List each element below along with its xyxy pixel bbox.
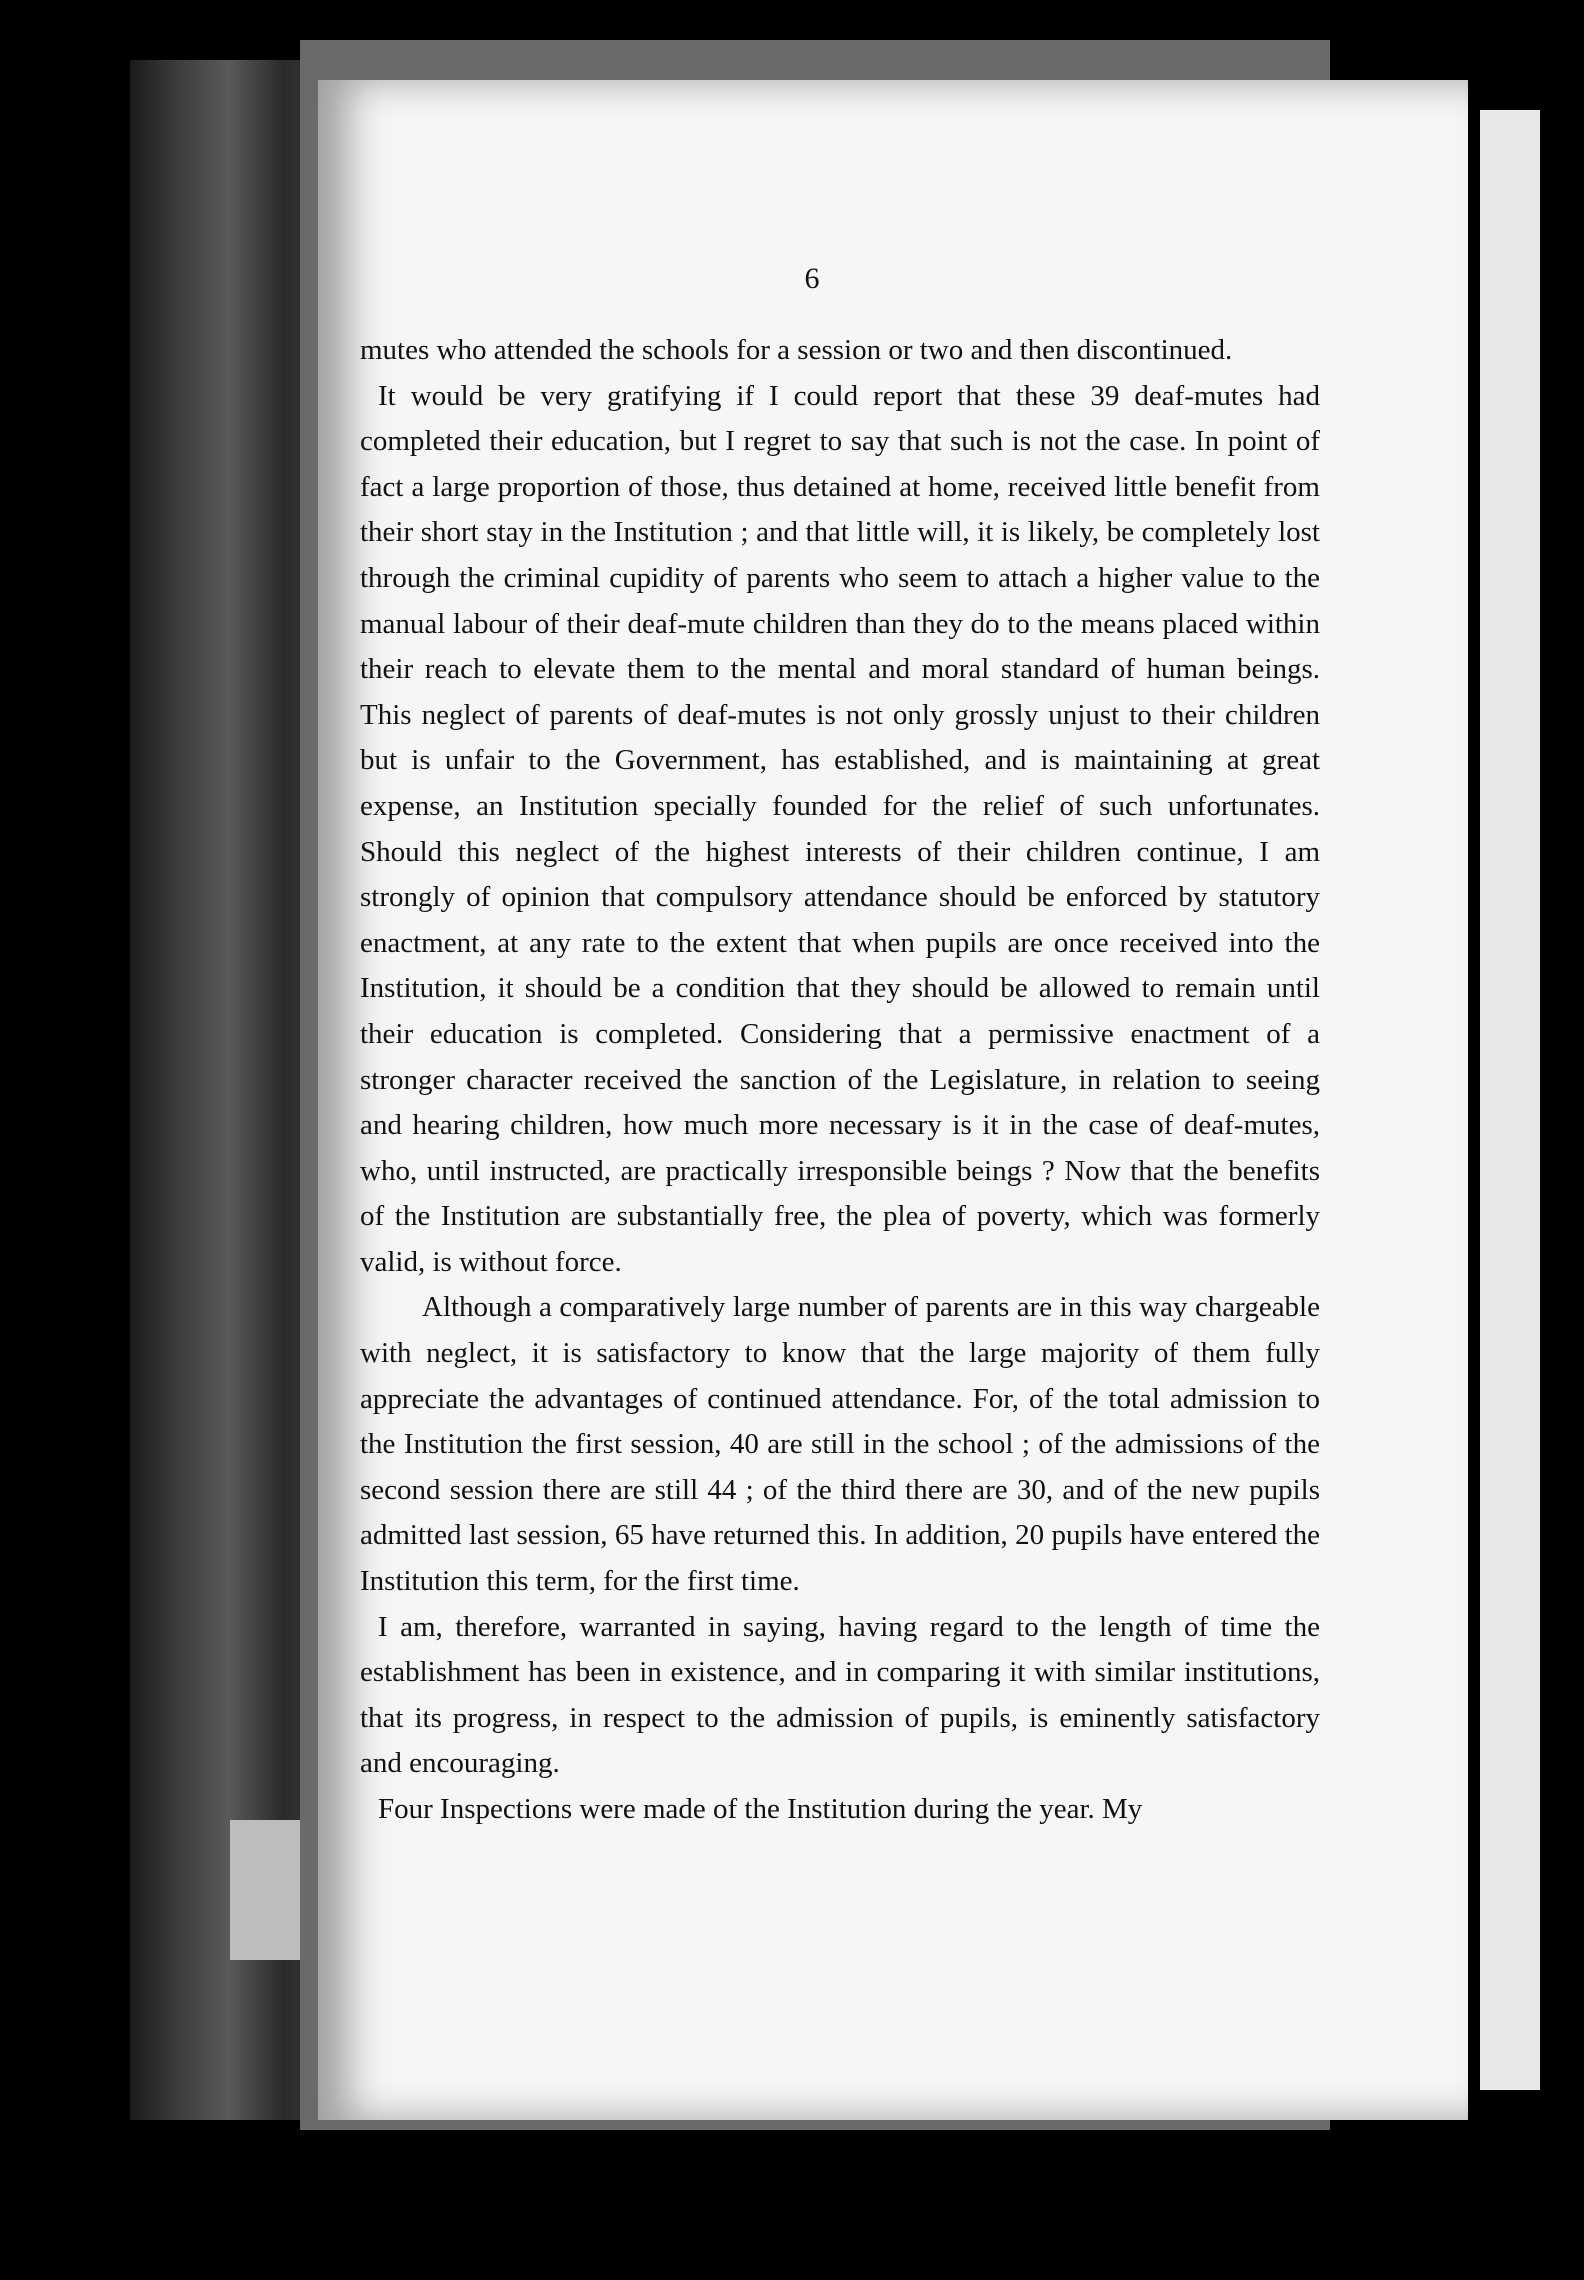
paragraph-5: Four Inspections were made of the Institution during the year. My [378,1793,1143,1825]
paragraph-1: mutes who attended the schools for a session or two and then discontinued. [360,334,1233,366]
page-edges [230,1820,310,1960]
page-number: 6 [804,262,820,295]
paragraph-3: Although a comparatively large number of parents are in this way chargeable with neglect, it is satisfactory to know that the large majority of them fully appreciate the advantages of continued attendance. For, of the total admission to the Institution the first session, 40 are still in the school ; of the admissions of the second session there are still 44 ; of the third there are 30, and of the new pupils admitted last session, 65 have returned this. In addition, 20 pupils have entered the Institution this term, for the first time. [360,1291,1320,1598]
facing-page-edge [1480,110,1540,2090]
paragraph-2: It would be very gratifying if I could report that these 39 deaf-mutes had completed their education, but I regret to say that such is not the case. In point of fact a large proportion of those, thus detained at home, received little benefit from their short stay in the Institution ; and that little will, it is likely, be completely lost through the criminal cupidity of parents who seem to attach a higher value to the manual labour of their deaf-mute children than they do to the means placed within their reach to elevate them to the mental and moral standard of human beings. This neglect of parents of deaf-mutes is not only grossly unjust to their children but is unfair to the Government, has established, and is maintaining at great expense, an Institution specially founded for the relief of such unfortunates. Should this neglect of the highest interests of their children continue, I am strongly of opinion that compulsory attendance should be enforced by statutory enactment, at any rate to the extent that when pupils are once received into the Institution, it should be a condition that they should be allowed to remain until their education is completed. Considering that a permissive enactment of a stronger character received the sanction of the Legislature, in relation to seeing and hearing children, how much more necessary is it in the case of deaf-mutes, who, until instructed, are practically irresponsible beings ? Now that the benefits of the Institution are substantially free, the plea of poverty, which was formerly valid, is without force. [360,379,1320,1278]
page-text [360,328,1320,1833]
paragraph-4: I am, therefore, warranted in saying, having regard to the length of time the establishment has been in existence, and in comparing it with similar institutions, that its progress, in respect to the admission of pupils, is eminently satisfactory and encouraging. [360,1610,1320,1780]
